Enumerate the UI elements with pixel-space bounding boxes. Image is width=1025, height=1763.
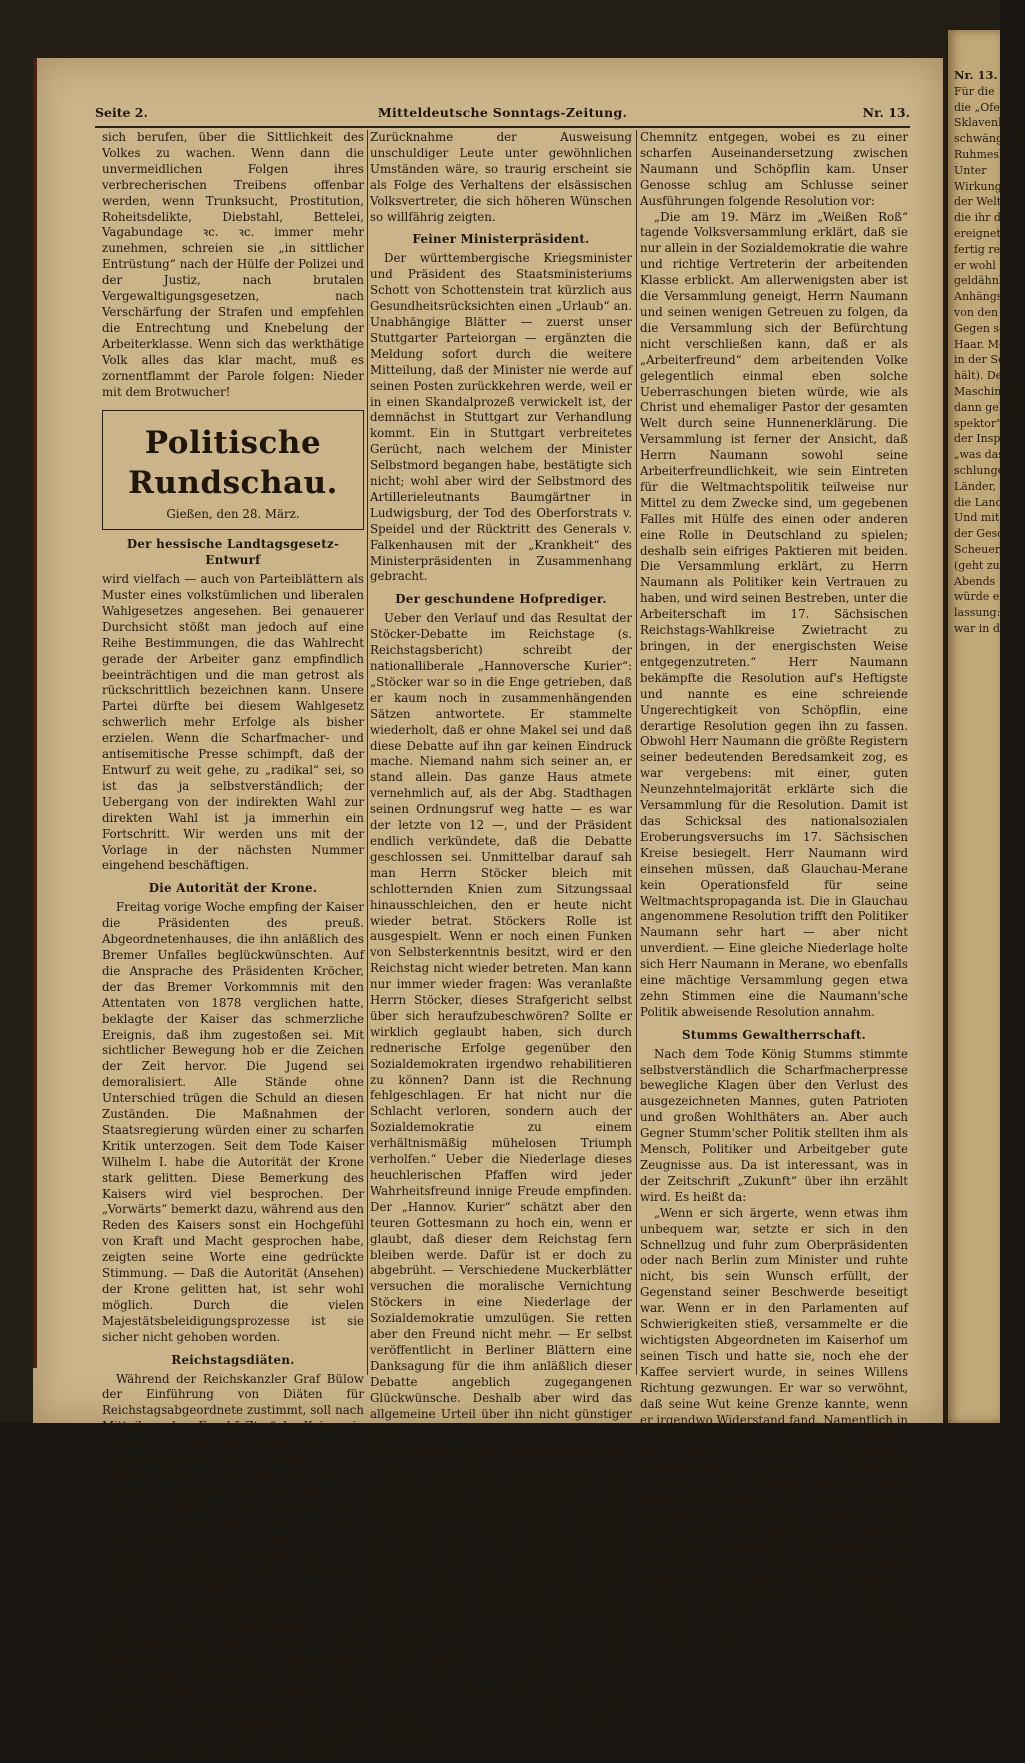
article-text-diaeten: Während der Reichskanzler Graf Bülow der Einführung von Diäten für Reichstagsabgeordnete zustimmt, soll nach Mitteilung der „Frankf. Ztg.“ der Kaiser ein Gegner davon sein, wenigstens wenn nicht „Kompensationen“ dafür eintreten. Mit anderen Worten: man sieht sich genötigt, Diäten zu gewähren, will aber dafür dem Volke das Wahlrecht verkümmern. Sache der Sozialdemokratie wird es sein, reaktionäre Vorstöße dieser Art zu vereiteln; sie ist die einzige Partei, die gegen Schmälerung der Volksrechte entschieden ankämpft. — [102, 1371, 364, 1593]
adjacent-page-line: der Inspek — [954, 432, 1014, 446]
adjacent-page-line: in der Sch — [954, 353, 1012, 367]
article-heading-landtag: Der hessische Landtagsgesetz-Entwurf — [126, 537, 340, 568]
article-heading-lohn: Lohn für treue Dienste. — [151, 1601, 315, 1616]
adjacent-page-line: würde er — [954, 590, 1005, 604]
adjacent-page-lines — [954, 84, 1025, 637]
adjacent-page-line: Anhängsel — [954, 290, 1013, 304]
adjacent-page-line: die ihr d — [954, 211, 1001, 225]
article-text-autoritaet: Freitag vorige Woche empfing der Kaiser die Präsidenten des preuß. Abgeordnetenhauses, die ihn anläßlich des Bremer Unfalles beglückwünschten. Auf die Ansprache des Präsidenten Kröcher, der das Bremer Vorkommnis mit den Attentaten von 1878 verglichen hatte, beklagte der Kaiser das schmerzliche Ereignis, daß ihm zugestoßen sei. Mit sichtlicher Bewegung hob er die Zeichen der Zeit hervor. Die Jugend sei demoralisiert. Alle Stände ohne Unterschied trügen die Schuld an diesen Zuständen. Die Maßnahmen der Staatsregierung würden einer zu scharfen Kritik unterzogen. Seit dem Tode Kaiser Wilhelm I. habe die Autorität der Krone stark gelitten. Diese Bemerkung des Kaisers wird viel besprochen. Der „Vorwärts“ bemerkt dazu, während aus den Reden des Kaisers sonst ein Hochgefühl von Kraft und Macht gesprochen habe, zeigten seine Worte eine gedrückte Stimmung. — Daß die Autorität (Ansehen) der Krone gelitten hat, ist sehr wohl möglich. Durch die vielen Majestätsbeleidigungsprozesse ist sie sicher nicht gehoben worden. — [102, 900, 364, 1344]
adjacent-page-line: Scheuer, l — [954, 542, 1010, 556]
dateline: Gießen, den 28. März. — [166, 507, 300, 522]
adjacent-page-line: spektor“. — [954, 416, 1006, 430]
section-title: Politische Rundschau. — [128, 425, 338, 502]
page-number: Seite 2. — [95, 105, 148, 120]
article-heading-diaeten: Reichstagsdiäten. — [171, 1352, 295, 1367]
article-continuation: Zurücknahme der Ausweisung unschuldiger Leute unter gewöhnlichen Umständen wäre, so traurig erscheint sie als Folge des Verhaltens der elsässischen Volksvertreter, die sich höheren Wünschen so willfährig zeigten. — [370, 130, 632, 224]
adjacent-page-line: Wirkungen — [954, 179, 1016, 193]
adjacent-page-line: (geht zum — [954, 558, 1011, 572]
column-3 — [640, 130, 908, 1650]
adjacent-page-edge — [948, 30, 1025, 1423]
adjacent-page-line: Und mit de — [954, 511, 1017, 525]
article-heading-stumm: Stumms Gewaltherrschaft. — [682, 1027, 866, 1042]
article-continuation: Chemnitz entgegen, wobei es zu einer scharfen Auseinandersetzung zwischen Naumann und Schöpflin kam. Unser Genosse schlug am Schlusse seiner Ausführungen folgende Resolution vor: — [640, 130, 908, 208]
article-text-stumm: Nach dem Tode König Stumms stimmte selbstverständlich die Scharfmacherpresse bewegliche Klagen über den Verlust des ausgezeichneten Mannes, guten Patrioten und großen Wohlthäters an. Aber auch Gegner Stumm'scher Politik stellten ihm als Mensch, Politiker und Arbeitgeber gute Zeugnisse aus. Da ist interessant, was in der Zeitschrift „Zukunft“ über ihn erzählt wird. Es heißt da: — [640, 1046, 908, 1204]
adjacent-page-line: war in d — [954, 621, 1000, 635]
article-heading-abloesung: Die „Ablösung“ der Sozialdemokratie — [372, 1445, 630, 1460]
newspaper-title: Mitteldeutsche Sonntags-Zeitung. — [377, 105, 628, 120]
article-heading-autoritaet: Die Autorität der Krone. — [148, 881, 318, 896]
adjacent-page-line: ereignete: I — [954, 226, 1019, 240]
adjacent-page-header: Nr. 13. — [954, 68, 998, 82]
resolution-text: „Die am 19. März im „Weißen Roß“ tagende Volksversammlung erklärt, daß sie nur allein in der Sozialdemokratie die wahre und richtige Vertreterin der arbeitenden Klasse erblickt. Am allerwenigsten aber ist die Versammlung geneigt, Herrn Naumann und seinen wenigen Getreuen zu folgen, da die Versammlung sich der Befürchtung nicht verschließen kann, daß er als „Arbeiterfreund“ dem arbeitenden Volke gelegentlich einmal eben solche Ueberraschungen bieten würde, wie als Christ und ehemaliger Pastor der gesamten Welt durch seine Hunnenerklärung. Die Versammlung ist ferner der Ansicht, daß Herrn Naumann sowohl seine Arbeiterfreundlichkeit, wie sein Eintreten für die Weltmachtspolitik teilweise nur Mittel zu dem Zwecke sind, um gegebenen Falles mit Hülfe des einen oder anderen eine Rolle in Deutschland zu spielen; deshalb sein eifriges Paktieren mit beiden. Die Versammlung erklärt, zu Herrn Naumann als Politiker kein Vertrauen zu haben, und wird seinen Bestreben, unter die Arbeiterschaft im 17. Sächsischen Reichstags-Wahlkreise Zwietracht zu bringen, in der energischsten Weise entgegenzutreten.“ Herr Naumann bekämpfte die Resolution auf's Heftigste und nannte es eine schreiende Ungerechtigkeit von Schöpflin, eine derartige Resolution gegen ihn zu fassen. Obwohl Herr Naumann die größte Registern seiner bedeutenden Beredsamkeit zog, es war vergebens: mit einer, guten Neunzehntelmajorität erklärte sich die Versammlung für die Resolution. Damit ist das Schicksal des nationalsozialen Eroberungsversuchs im 17. Sächsischen Kreise besiegelt. Herr Naumann wird einsehen müssen, daß Glauchau-Merane kein Operationsfeld für seine Weltmachtspropaganda ist. Die in Glauchau angenommene Resolution trifft den Politiker Naumann sehr hart — aber nicht unverdient. — Eine gleiche Niederlage holte sich Herr Naumann in Merane, wo ebenfalls eine mächtige Versammlung gegen etwa zehn Stimmen eine die Naumann'sche Politik abweisende Resolution annahm. — [640, 209, 908, 1019]
adjacent-page-line: dann gehab — [954, 400, 1020, 414]
article-text-hofprediger: Ueber den Verlauf und das Resultat der Stöcker-Debatte im Reichstage (s. Reichstagsbericht) schreibt der nationalliberale „Hannoversche Kurier“: „Stöcker war so in die Enge getrieben, daß er kaum noch in zusammenhängenden Sätzen antwortete. Er stammelte wiederholt, daß er ohne Makel sei und daß diese Debatte auf ihn gar keinen Eindruck mache. Niemand nahm sich seiner an, er stand allein. Das ganze Haus atmete vernehmlich auf, als der Abg. Stadthagen seinen Ordnungsruf weg hatte — es war der letzte von 12 —, und der Präsident endlich verkündete, daß die Debatte geschlossen sei. Unmittelbar darauf sah man Herrn Stöcker bleich mit schlotternden Knien zum Sitzungssaal hinausschleichen, den er heute nicht wieder betrat. Stöckers Rolle ist ausgespielt. Wenn er noch einen Funken von Selbsterkenntnis besitzt, wird er den Reichstag nicht wieder betreten. Man kann nur immer wieder fragen: Was veranlaßte Herrn Stöcker, dieses Strafgericht selbst über sich heraufzubeschwören? Sollte er wirklich geglaubt haben, sich durch rednerische Erfolge gegenüber den Sozialdemokraten irgendwo rehabilitieren zu können? Dann ist die Rechnung fehlgeschlagen. Er hat nicht nur die Schlacht verloren, sondern auch der Sozialdemokratie zu einem verhältnismäßig mühelosen Triumph verholfen.“ Ueber die Niederlage dieses heuchlerischen Pfaffen wird jeder Wahrheitsfreund innige Freude empfinden. Der „Hannov. Kurier“ schätzt aber den teuren Gottesmann zu hoch ein, wenn er glaubt, daß dieser dem Reichstag fern bleiben werde. Dafür ist er doch zu abgebrüht. — Verschiedene Muckerblätter versuchen die moralische Vernichtung Stöckers in eine Niederlage der Sozialdemokratie umzulügen. Sie retten aber den Freund nicht mehr. — Er selbst veröffentlicht in Berliner Blättern eine Danksagung für die ihm anläßlich dieser Debatte angeblich zugegangenen Glückwünsche. Deshalb aber wird das allgemeine Urteil über ihn nicht günstiger lauten. — [370, 611, 632, 1437]
adjacent-page-line: Haar. Mos — [954, 337, 1012, 351]
adjacent-page-line: Ruhmesbl — [954, 147, 1010, 161]
column-rule-1 — [367, 130, 368, 1375]
page-header — [95, 105, 910, 125]
adjacent-page-line: er wohl ho — [954, 258, 1014, 272]
adjacent-page-line: geldähnlich — [954, 274, 1020, 288]
adjacent-page-text — [954, 68, 1025, 637]
adjacent-page-line: lassung: D — [954, 606, 1013, 620]
adjacent-page-line: von den Ei — [954, 305, 1014, 319]
adjacent-page-line: Unter — [954, 163, 987, 177]
adjacent-page-line: Für die — [954, 84, 995, 98]
quotation-text: „Wenn er sich ärgerte, wenn etwas ihm unbequem war, setzte er sich in den Schnellzug und fuhr zum Oberpräsidenten oder nach Berlin zum Minister und ruhte nicht, bis sein Wunsch erfüllt, der Gegenstand seiner Beschwerde beseitigt war. Wenn er in den Parlamenten auf Schwierigkeiten stieß, versammelte er die wichtigsten Abgeordneten im Kaiserhof um seinen Tisch und hatte sie, noch ehe der Kaffee serviert wurde, in seines Willens Richtung gezwungen. Er war so verwöhnt, daß seine Wut keine Grenze kannte, wenn er irgendwo Widerstand fand. Namentlich in den letzten Jahren war er, in dessen Familie zwei Fälle psychischer Erkrankung vorgekommen waren, hypernervös geworden. Sein Selbstbewußtsein nahm krankhafte Formen an. Er wähnte sich zum Reichsretter geboren. Die Brutalität seiner Rede steigerte sich, im Verkehr mit minder Mächtigen versagten die Hemmungen und schlotternd sahen seine journalistischen Dienstboten ihn nahen. „Welcher Ochse hat denn diesen Artikel geschrieben?“ „Welches Rindvieh hat die Notiz in die Zeitung gebracht?“ So wetterte er und schimpfte von früh bis spät.“ — [640, 1205, 908, 1650]
column-rule-2 — [636, 130, 637, 1375]
adjacent-page-line: Maschinerie — [954, 384, 1024, 398]
column-1 — [102, 130, 364, 1762]
adjacent-page-line: fertig repa — [954, 242, 1014, 256]
issue-number: Nr. 13. — [862, 105, 910, 120]
adjacent-page-line: der Geschi — [954, 527, 1015, 541]
adjacent-page-line: Abends — [954, 574, 996, 588]
header-rule — [95, 126, 910, 128]
adjacent-page-line: Sklavenhalt — [954, 116, 1020, 130]
article-heading-hofprediger: Der geschundene Hofprediger. — [395, 592, 607, 607]
article-continuation: sich berufen, über die Sittlichkeit des Volkes zu wachen. Wenn dann die unvermeidlichen Folgen ihres verbrecherischen Treibens offenbar werden, wenn Trunksucht, Prostitution, Roheitsdelikte, Diebstahl, Bettelei, Vagabundage ꝛc. ꝛc. immer mehr zunehmen, schreien sie „in sittlicher Entrüstung“ nach der Hülfe der Polizei und der Justiz, nach brutalen Vergewaltigungsgesetzen, nach Verschärfung der Strafen und empfehlen die Entrechtung und Knebelung der Arbeiterklasse. Wenn sich das werkthätige Volk alles das klar macht, muß es zornentflammt der Parole folgen: Nieder mit dem Brotwucher! — [102, 130, 364, 399]
adjacent-page-line: hält). Der — [954, 369, 1008, 383]
adjacent-page-line: der Weltw — [954, 195, 1011, 209]
section-title-box — [102, 410, 364, 530]
adjacent-page-line: Gegen sein — [954, 321, 1017, 335]
adjacent-page-line: schlungen, u — [954, 463, 1025, 477]
article-text-minister: Der württembergische Kriegsminister und Präsident des Staatsministeriums Schott von Schottenstein trat kürzlich aus Gesundheitsrücksichten einen „Urlaub“ an. Unabhängige Blätter — zuerst unser Stuttgarter Parteiorgan — ergänzten die Meldung sofort durch die weitere Mitteilung, daß der Minister nie werde auf seinen Posten zurückkehren werde, weil er in einen Skandalprozeß verwickelt ist, der demnächst in Stuttgart zur Verhandlung kommt. Ein in Stuttgart verbreitetes Gerücht, nach welchem der Minister Selbstmord begangen habe, bestätigte sich nicht; wohl aber wird der Selbstmord des Artillerieleutnants Baumgärtner in Ludwigsburg, der Tod des Oberforstrats v. Speidel und der Rücktritt des Generals v. Falkenhausen mit der „Krankheit“ des Ministerpräsidenten in Zusammenhang gebracht. — [370, 251, 632, 584]
column-2 — [370, 130, 632, 1749]
article-heading-minister: Feiner Ministerpräsident. — [412, 232, 590, 247]
adjacent-page-line: schwänglich — [954, 132, 1024, 146]
page-binding-edge — [33, 58, 37, 1368]
adjacent-page-line: „was das ö — [954, 448, 1014, 462]
adjacent-page-line: die „Ofen — [954, 100, 1007, 114]
article-text-abloesung: erklären bekanntlich die Nationalsozialen in lächerlicher Großsprecherei für ihre Aufgabe. In dieser Richtung gaben sie sich seit Jahren die redlichste Mühe, man kann aber nicht sagen, daß sie schon weit damit gekommen wären. Im Gegenteil griff im Laufe der Zeit die „Ablösung“ in ihren eigenen Reihen in höchst bedenklicher Weise um sich. Trotzdem unternahm der Pfarrer Naumann kürzlich einen derartigen „Ablösungsversuch“ im Wahlkreise des Genossen Auer, im 17. sächs. Kreise Glauchau-Merane. Der Vorstoß Naumanns verunglückte aber vollkommen. In einer überfüllten Versammlung in Glauchau entwickelte er das nationalsoziale „Programm“. In der Diskussion trat ihm Genosse Schöpflin — [370, 1464, 632, 1749]
adjacent-page-line: Länder, w — [954, 479, 1009, 493]
adjacent-page-line: die Lands — [954, 495, 1009, 509]
article-text-lohn: Für den Wiederaufbau der Hohkönigsburg bewilligte bereits vor dem Reichstag der elsässische Landesausschuß einen entsprechenden Kredit. Wenige Tage darauf erschien eine Verfügung, laut welcher die Ausweisungsordre gegen 657 Personen in Elsaß-Lothringen auf Grund des Diktaturparagraphen, zurückgenommen wurde. So erfreulich die — [102, 1620, 364, 1762]
article-text-landtag: wird vielfach — auch von Parteiblättern als Muster eines volkstümlichen und liberalen Wahlgesetzes angesehen. Bei genauerer Durchsicht stößt man jedoch auf eine Reihe Bestimmungen, die das Wahlrecht gerade der Arbeiter ganz empfindlich beeinträchtigen und die man getrost als rückschrittlich bezeichnen kann. Unsere Partei dürfte bei diesem Wahlgesetz schwerlich mehr Erfolge als bisher erzielen. Wenn die Scharfmacher- und antisemitische Presse schimpft, daß der Entwurf zu weit gehe, zu „radikal“ sei, so ist das ja selbstverständlich; der Uebergang von der indirekten Wahl zur direkten Wahl ist ja immerhin ein Fortschritt. Wir werden uns mit der Vorlage in der nächsten Nummer eingehend beschäftigen. — [102, 572, 364, 873]
